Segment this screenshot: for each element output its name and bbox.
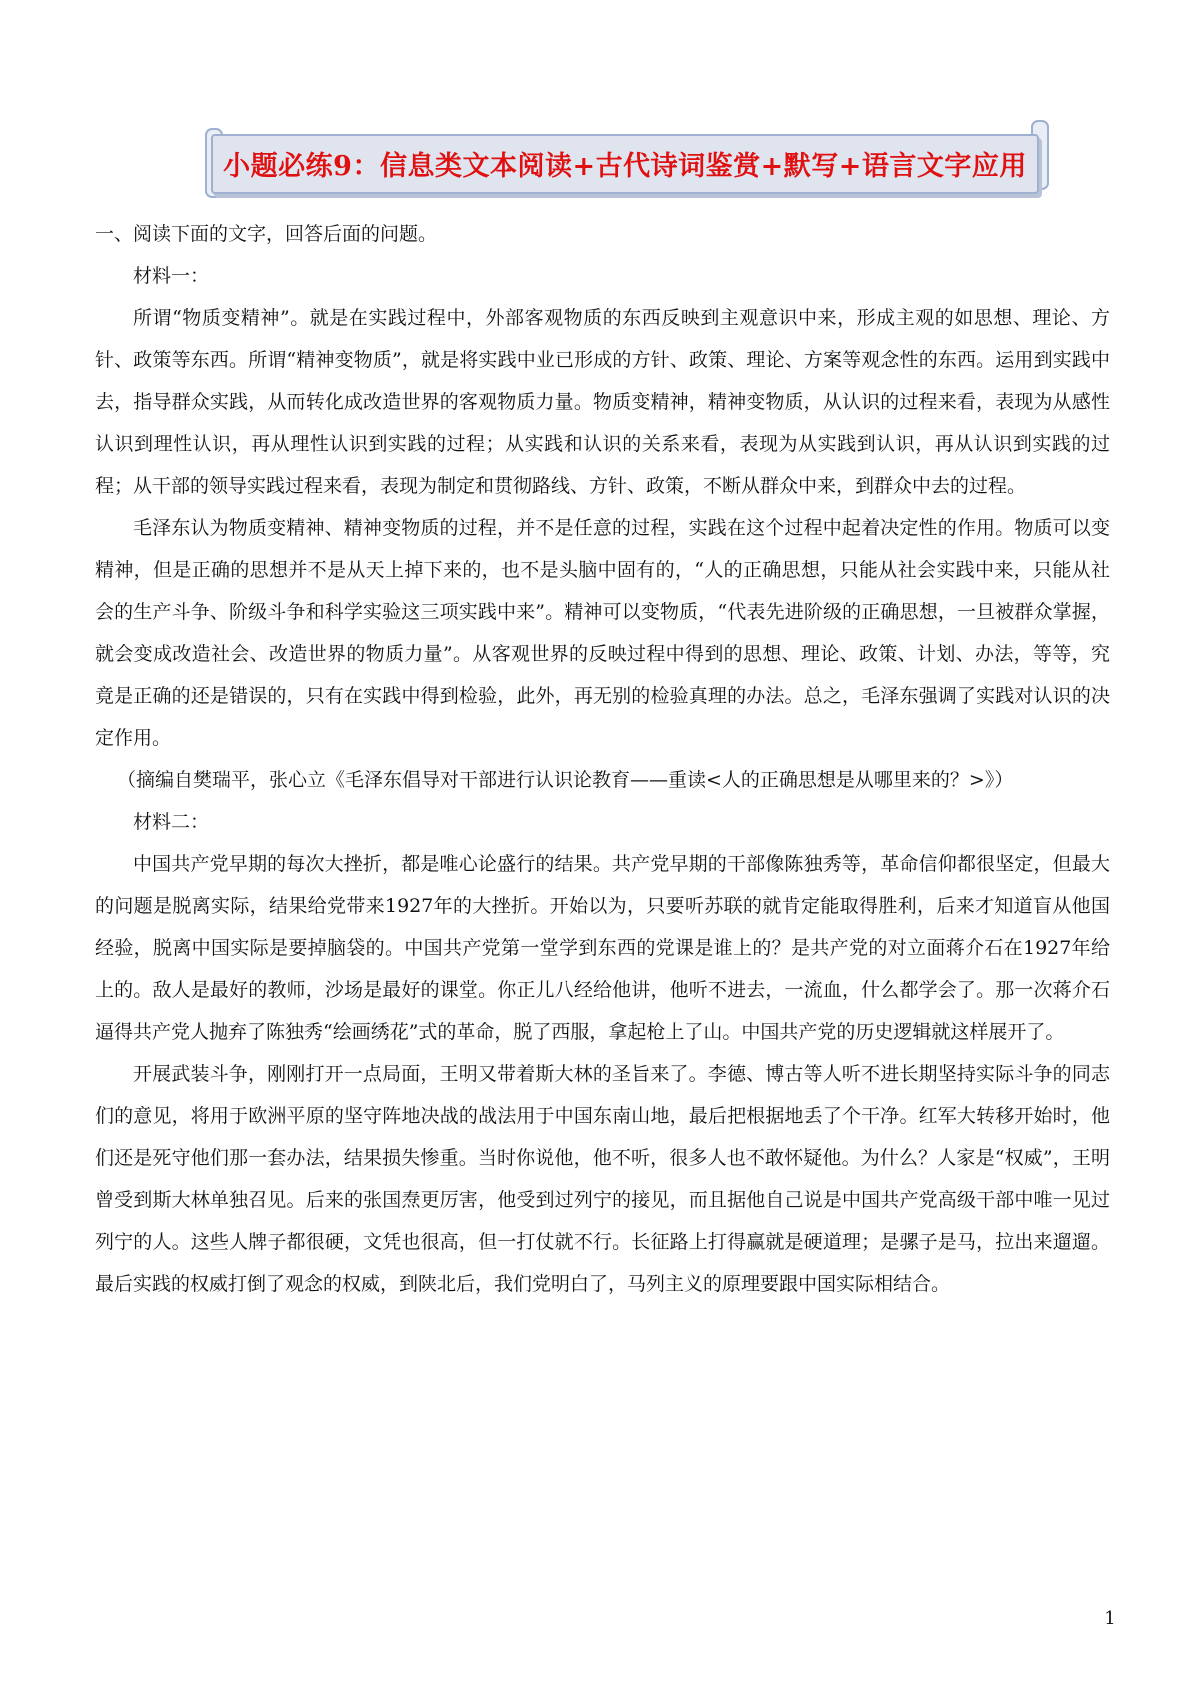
material-two-paragraph: 开展武装斗争，刚刚打开一点局面，王明又带着斯大林的圣旨来了。李德、博古等人听不进长期坚持实际斗争的同志们的意见，将用于欧洲平原的坚守阵地决战的战法用于中国东南山地，最后把根据地丢了个干净。红军大转移开始时，他们还是死守他们那一套办法，结果损失惨重。当时你说他，他不听，很多人也不敢怀疑他。为什么？人家是“权威”，王明曾受到斯大林单独召见。后来的张国焘更厉害，他受到过列宁的接见，而且据他自己说是中国共产党高级干部中唯一见过列宁的人。这些人牌子都很硬，文凭也很高，但一打仗就不行。长征路上打得赢就是硬道理；是骡子是马，拉出来遛遛。最后实践的权威打倒了观念的权威，到陕北后，我们党明白了，马列主义的原理要跟中国实际相结合。 xyxy=(95,1063,1110,1295)
question-heading: 一、阅读下面的文字，回答后面的问题。 xyxy=(95,223,438,245)
material-two-label: 材料二： xyxy=(133,811,210,833)
material-one-paragraph: 毛泽东认为物质变精神、精神变物质的过程，并不是任意的过程，实践在这个过程中起着决定性的作用。物质可以变精神，但是正确的思想并不是从天上掉下来的，也不是头脑中固有的，“人的正确思想，只能从社会实践中来，只能从社会的生产斗争、阶级斗争和科学实验这三项实践中来”。精神可以变物质，“代表先进阶级的正确思想，一旦被群众掌握，就会变成改造社会、改造世界的物质力量”。从客观世界的反映过程中得到的思想、理论、政策、计划、办法，等等，究竟是正确的还是错误的，只有在实践中得到检验，此外，再无别的检验真理的办法。总之，毛泽东强调了实践对认识的决定作用。 xyxy=(95,517,1110,749)
page-title: 小题必练9：信息类文本阅读+古代诗词鉴赏+默写+语言文字应用 xyxy=(223,151,1027,182)
title-banner xyxy=(205,128,1045,198)
page-number: 1 xyxy=(1104,1608,1116,1629)
material-one-paragraph: 所谓“物质变精神”。就是在实践过程中，外部客观物质的东西反映到主观意识中来，形成主观的如思想、理论、方针、政策等东西。所谓“精神变物质”，就是将实践中业已形成的方针、政策、理论、方案等观念性的东西。运用到实践中去，指导群众实践，从而转化成改造世界的客观物质力量。物质变精神，精神变物质，从认识的过程来看，表现为从感性认识到理性认识，再从理性认识到实践的过程；从实践和认识的关系来看，表现为从实践到认识，再从认识到实践的过程；从干部的领导实践过程来看，表现为制定和贯彻路线、方针、政策，不断从群众中来，到群众中去的过程。 xyxy=(95,307,1110,497)
material-two-paragraph: 中国共产党早期的每次大挫折，都是唯心论盛行的结果。共产党早期的干部像陈独秀等，革命信仰都很坚定，但最大的问题是脱离实际，结果给党带来1927年的大挫折。开始以为，只要听苏联的就肯定能取得胜利，后来才知道盲从他国经验，脱离中国实际是要掉脑袋的。中国共产党第一堂学到东西的党课是谁上的？是共产党的对立面蒋介石在1927年给上的。敌人是最好的教师，沙场是最好的课堂。你正儿八经给他讲，他听不进去，一流血，什么都学会了。那一次蒋介石逼得共产党人抛弃了陈独秀“绘画绣花”式的革命，脱了西服，拿起枪上了山。中国共产党的历史逻辑就这样展开了。 xyxy=(95,853,1110,1043)
material-one-label: 材料一： xyxy=(133,265,210,287)
material-one-source: （摘编自樊瑞平，张心立《毛泽东倡导对干部进行认识论教育——重读<人的正确思想是从哪里来的？>》） xyxy=(117,769,1014,791)
document-body xyxy=(95,213,1110,1305)
